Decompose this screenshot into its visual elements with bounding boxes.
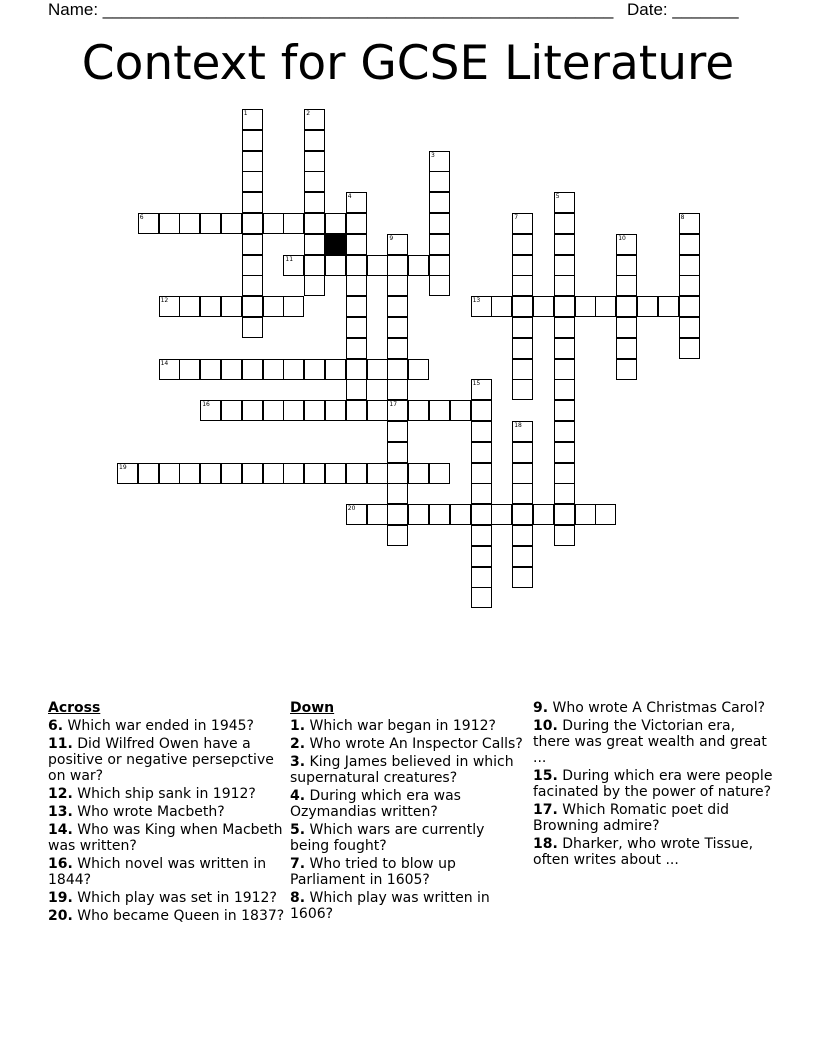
clue-item (48, 786, 288, 802)
crossword-cell[interactable] (283, 463, 304, 484)
crossword-cell[interactable] (679, 275, 700, 296)
crossword-cell[interactable] (554, 213, 575, 234)
crossword-cell[interactable] (263, 400, 284, 421)
crossword-cell[interactable] (346, 234, 367, 255)
crossword-cell[interactable] (429, 400, 450, 421)
crossword-cell[interactable] (304, 255, 325, 276)
crossword-cell[interactable] (616, 255, 637, 276)
crossword-cell[interactable] (325, 359, 346, 380)
crossword-cell[interactable] (346, 379, 367, 400)
clue-item (48, 822, 288, 854)
crossword-cell[interactable] (471, 504, 492, 525)
crossword-cell[interactable] (242, 359, 263, 380)
crossword-cell[interactable] (346, 504, 367, 525)
crossword-cell[interactable] (325, 463, 346, 484)
clue-number-label: 17 (389, 401, 398, 409)
crossword-cell[interactable] (367, 400, 388, 421)
clue-number: 15. (533, 768, 558, 784)
crossword-cell[interactable] (200, 213, 221, 234)
clue-number: 6. (48, 718, 64, 734)
crossword-cell[interactable] (242, 192, 263, 213)
clue-item (533, 718, 773, 766)
clue-number-label: 9 (389, 234, 394, 242)
crossword-cell[interactable] (387, 525, 408, 546)
crossword-cell[interactable] (159, 359, 180, 380)
crossword-cell[interactable] (304, 171, 325, 192)
crossword-cell[interactable] (367, 463, 388, 484)
crossword-cell[interactable] (263, 213, 284, 234)
crossword-cell[interactable] (512, 296, 533, 317)
crossword-cell[interactable] (408, 463, 429, 484)
crossword-cell[interactable] (283, 255, 304, 276)
crossword-cell[interactable] (408, 400, 429, 421)
clue-item (290, 718, 528, 734)
crossword-cell[interactable] (387, 338, 408, 359)
clue-number: 5. (290, 822, 306, 838)
crossword-cell[interactable] (242, 255, 263, 276)
clue-text: Which Romatic poet did Browning admire? (533, 802, 729, 834)
clue-text: Which wars are currently being fought? (290, 822, 485, 854)
date-field-label: Date: _______ (627, 0, 739, 19)
crossword-cell[interactable] (554, 525, 575, 546)
crossword-cell[interactable] (471, 463, 492, 484)
clue-text: Who wrote A Christmas Carol? (548, 700, 766, 716)
crossword-cell[interactable] (387, 483, 408, 504)
crossword-cell[interactable] (512, 338, 533, 359)
crossword-cell[interactable] (429, 171, 450, 192)
clue-item (290, 822, 528, 854)
crossword-cell[interactable] (387, 463, 408, 484)
crossword-cell[interactable] (242, 463, 263, 484)
crossword-cell[interactable] (554, 338, 575, 359)
across-heading: Across (48, 700, 101, 716)
crossword-cell[interactable] (304, 213, 325, 234)
crossword-cell[interactable] (429, 234, 450, 255)
crossword-cell[interactable] (575, 296, 596, 317)
clue-text: Which novel was written in 1844? (48, 856, 267, 888)
clue-item (533, 768, 773, 800)
crossword-cell[interactable] (429, 275, 450, 296)
crossword-cell[interactable] (346, 338, 367, 359)
crossword-cell[interactable] (512, 359, 533, 380)
crossword-cell[interactable] (367, 255, 388, 276)
crossword-cell[interactable] (221, 400, 242, 421)
clue-number: 18. (533, 836, 558, 852)
crossword-cell[interactable] (179, 213, 200, 234)
crossword-cell[interactable] (512, 546, 533, 567)
crossword-cell[interactable] (283, 400, 304, 421)
crossword-cell[interactable] (387, 275, 408, 296)
clue-text: During which era were people facinated by the power of nature? (533, 768, 773, 800)
crossword-cell[interactable] (221, 296, 242, 317)
clue-number-label: 20 (347, 505, 356, 513)
crossword-cell[interactable] (325, 400, 346, 421)
crossword-cell[interactable] (325, 255, 346, 276)
crossword-cell[interactable] (471, 567, 492, 588)
clue-number: 1. (290, 718, 306, 734)
clue-number: 9. (533, 700, 549, 716)
crossword-cell[interactable] (179, 296, 200, 317)
crossword-cell[interactable] (387, 379, 408, 400)
crossword-cell[interactable] (242, 109, 263, 130)
crossword-cell[interactable] (346, 192, 367, 213)
crossword-cell[interactable] (616, 338, 637, 359)
crossword-cell[interactable] (471, 400, 492, 421)
crossword-cell[interactable] (679, 317, 700, 338)
clue-text: Who tried to blow up Parliament in 1605? (290, 856, 456, 888)
crossword-cell[interactable] (304, 275, 325, 296)
crossword-cell[interactable] (471, 546, 492, 567)
clue-number-label: 19 (119, 463, 127, 471)
crossword-cell[interactable] (533, 504, 554, 525)
crossword-cell[interactable] (304, 234, 325, 255)
clue-number-label: 6 (139, 214, 144, 221)
clue-number: 13. (48, 804, 73, 820)
clue-text: During the Victorian era, there was great wealth and great ... (533, 718, 767, 766)
clue-number: 12. (48, 786, 73, 802)
crossword-cell[interactable] (554, 504, 575, 525)
crossword-cell[interactable] (159, 296, 180, 317)
clue-text: Who was King when Macbeth was written? (48, 822, 283, 854)
clue-number-label: 5 (555, 193, 560, 201)
down-clues (290, 700, 528, 924)
crossword-cell[interactable] (138, 463, 159, 484)
crossword-cell[interactable] (242, 296, 263, 317)
crossword-cell[interactable] (533, 296, 554, 317)
clue-item (48, 718, 288, 734)
crossword-cell[interactable] (325, 213, 346, 234)
clue-number: 17. (533, 802, 558, 818)
crossword-cell[interactable] (679, 338, 700, 359)
clue-text: Who became Queen in 1837? (72, 908, 285, 924)
clue-number-label: 13 (472, 297, 481, 305)
crossword-cell[interactable] (408, 359, 429, 380)
crossword-cell[interactable] (387, 504, 408, 525)
crossword-cell[interactable] (512, 255, 533, 276)
crossword-cell[interactable] (595, 504, 616, 525)
crossword-cell[interactable] (304, 192, 325, 213)
crossword-cell[interactable] (387, 296, 408, 317)
clue-number-label: 2 (306, 110, 311, 117)
down-heading: Down (290, 700, 335, 716)
crossword-cell[interactable] (117, 463, 138, 484)
crossword-cell[interactable] (221, 359, 242, 380)
clue-number-label: 3 (431, 151, 435, 159)
crossword-cell[interactable] (263, 463, 284, 484)
crossword-cell[interactable] (512, 504, 533, 525)
clue-item (533, 802, 773, 834)
clue-number-label: 11 (285, 255, 294, 263)
crossword-cell[interactable] (283, 296, 304, 317)
crossword-cell[interactable] (512, 463, 533, 484)
clue-number-label: 12 (160, 297, 169, 305)
crossword-cell[interactable] (346, 400, 367, 421)
clue-number-label: 1 (243, 110, 248, 117)
clue-number-label: 15 (472, 380, 481, 388)
crossword-cell[interactable] (346, 359, 367, 380)
clue-item (290, 788, 528, 820)
crossword-cell[interactable] (387, 442, 408, 463)
clue-number-label: 18 (514, 422, 522, 429)
crossword-cell[interactable] (179, 359, 200, 380)
crossword-cell[interactable] (263, 296, 284, 317)
crossword-cell[interactable] (616, 234, 637, 255)
clue-text: Did Wilfred Owen have a positive or negative persepctive on war? (48, 736, 274, 784)
across-clues (48, 700, 288, 926)
clue-text: Which war ended in 1945? (63, 718, 254, 734)
crossword-cell[interactable] (554, 317, 575, 338)
clue-item (48, 736, 288, 784)
clue-text: Which play was written in 1606? (290, 890, 490, 922)
crossword-cell[interactable] (679, 296, 700, 317)
clue-text: Who wrote Macbeth? (72, 804, 225, 820)
crossword-cell[interactable] (616, 296, 637, 317)
crossword-cell[interactable] (679, 234, 700, 255)
crossword-cell[interactable] (159, 463, 180, 484)
crossword-cell[interactable] (242, 171, 263, 192)
crossword-cell[interactable] (554, 483, 575, 504)
clue-text: Dharker, who wrote Tissue, often writes about ... (533, 836, 754, 868)
crossword-cell[interactable] (679, 213, 700, 234)
crossword-cell[interactable] (471, 421, 492, 442)
crossword-cell[interactable] (679, 255, 700, 276)
crossword-cell[interactable] (512, 442, 533, 463)
crossword-cell[interactable] (387, 255, 408, 276)
shaded-cell (325, 234, 346, 255)
crossword-cell[interactable] (512, 525, 533, 546)
crossword-cell[interactable] (242, 213, 263, 234)
crossword-cell[interactable] (512, 234, 533, 255)
crossword-cell[interactable] (616, 317, 637, 338)
crossword-cell[interactable] (387, 317, 408, 338)
crossword-cell[interactable] (346, 317, 367, 338)
clue-number: 14. (48, 822, 73, 838)
clue-number-label: 16 (202, 401, 210, 409)
clue-number: 11. (48, 736, 73, 752)
crossword-cell[interactable] (387, 359, 408, 380)
crossword-cell[interactable] (471, 587, 492, 608)
crossword-cell[interactable] (554, 234, 575, 255)
crossword-cell[interactable] (242, 317, 263, 338)
clue-text: Which play was set in 1912? (72, 890, 277, 906)
crossword-cell[interactable] (159, 213, 180, 234)
crossword-cell[interactable] (221, 213, 242, 234)
clue-number-label: 4 (347, 193, 352, 201)
clue-number: 8. (290, 890, 306, 906)
crossword-cell[interactable] (512, 275, 533, 296)
crossword-cell[interactable] (429, 463, 450, 484)
crossword-cell[interactable] (429, 151, 450, 172)
crossword-cell[interactable] (637, 296, 658, 317)
crossword-cell[interactable] (304, 109, 325, 130)
crossword-cell[interactable] (491, 296, 512, 317)
crossword-cell[interactable] (429, 192, 450, 213)
crossword-cell[interactable] (304, 151, 325, 172)
clue-text: Who wrote An Inspector Calls? (305, 736, 523, 752)
crossword-cell[interactable] (283, 359, 304, 380)
clue-item (48, 804, 288, 820)
clue-number: 16. (48, 856, 73, 872)
crossword-cell[interactable] (512, 379, 533, 400)
crossword-cell[interactable] (304, 463, 325, 484)
crossword-cell[interactable] (346, 463, 367, 484)
crossword-cell[interactable] (283, 213, 304, 234)
clue-text: King James believed in which supernatural creatures? (290, 754, 514, 786)
clue-text: During which era was Ozymandias written? (290, 788, 461, 820)
crossword-cell[interactable] (346, 296, 367, 317)
crossword-cell[interactable] (408, 504, 429, 525)
crossword-cell[interactable] (242, 234, 263, 255)
crossword-cell[interactable] (554, 421, 575, 442)
crossword-cell[interactable] (200, 359, 221, 380)
clue-number: 7. (290, 856, 306, 872)
clue-item (533, 700, 773, 716)
clue-item (290, 890, 528, 922)
clue-item (48, 890, 288, 906)
crossword-cell[interactable] (658, 296, 679, 317)
crossword-cell[interactable] (450, 400, 471, 421)
crossword-cell[interactable] (595, 296, 616, 317)
crossword-cell[interactable] (242, 275, 263, 296)
clue-number-label: 7 (514, 214, 519, 221)
clue-number: 20. (48, 908, 73, 924)
crossword-cell[interactable] (554, 442, 575, 463)
clue-item (290, 856, 528, 888)
crossword-cell[interactable] (554, 400, 575, 421)
crossword-cell[interactable] (575, 504, 596, 525)
crossword-cell[interactable] (491, 504, 512, 525)
clue-item (290, 736, 528, 752)
crossword-cell[interactable] (304, 359, 325, 380)
crossword-cell[interactable] (304, 130, 325, 151)
crossword-cell[interactable] (554, 192, 575, 213)
crossword-cell[interactable] (242, 151, 263, 172)
clue-item (533, 836, 773, 868)
crossword-cell[interactable] (179, 463, 200, 484)
clue-number: 4. (290, 788, 306, 804)
crossword-cell[interactable] (221, 463, 242, 484)
crossword-cell[interactable] (512, 567, 533, 588)
crossword-cell[interactable] (471, 379, 492, 400)
crossword-cell[interactable] (450, 504, 471, 525)
crossword-cell[interactable] (554, 463, 575, 484)
clue-number: 19. (48, 890, 73, 906)
crossword-cell[interactable] (554, 359, 575, 380)
crossword-cell[interactable] (554, 379, 575, 400)
crossword-cell[interactable] (471, 483, 492, 504)
crossword-cell[interactable] (429, 255, 450, 276)
crossword-cell[interactable] (387, 400, 408, 421)
clue-number-label: 10 (618, 234, 626, 242)
crossword-cell[interactable] (554, 255, 575, 276)
crossword-cell[interactable] (554, 275, 575, 296)
crossword-cell[interactable] (367, 504, 388, 525)
crossword-cell[interactable] (471, 525, 492, 546)
crossword-cell[interactable] (471, 296, 492, 317)
clue-number: 10. (533, 718, 558, 734)
crossword-cell[interactable] (200, 400, 221, 421)
crossword-cell[interactable] (242, 400, 263, 421)
clue-item (290, 754, 528, 786)
crossword-cell[interactable] (346, 255, 367, 276)
crossword-cell[interactable] (554, 296, 575, 317)
clue-text: Which ship sank in 1912? (72, 786, 256, 802)
clue-number-label: 14 (160, 359, 169, 367)
crossword-cell[interactable] (471, 442, 492, 463)
crossword-cell[interactable] (512, 317, 533, 338)
crossword-cell[interactable] (387, 234, 408, 255)
clue-item (48, 856, 288, 888)
crossword-cell[interactable] (387, 421, 408, 442)
crossword-cell[interactable] (263, 359, 284, 380)
crossword-cell[interactable] (242, 130, 263, 151)
crossword-cell[interactable] (138, 213, 159, 234)
crossword-cell[interactable] (200, 296, 221, 317)
crossword-cell[interactable] (512, 421, 533, 442)
crossword-cell[interactable] (616, 275, 637, 296)
down-clues-continued (533, 700, 773, 870)
clue-number: 3. (290, 754, 306, 770)
clue-text: Which war began in 1912? (305, 718, 496, 734)
crossword-cell[interactable] (367, 359, 388, 380)
crossword-cell[interactable] (429, 213, 450, 234)
crossword-cell[interactable] (616, 359, 637, 380)
crossword-cell[interactable] (512, 213, 533, 234)
clue-number-label: 8 (680, 214, 685, 221)
crossword-cell[interactable] (346, 275, 367, 296)
crossword-cell[interactable] (200, 463, 221, 484)
crossword-cell[interactable] (346, 213, 367, 234)
crossword-cell[interactable] (304, 400, 325, 421)
crossword-cell[interactable] (512, 483, 533, 504)
clue-item (48, 908, 288, 924)
crossword-cell[interactable] (429, 504, 450, 525)
name-field-label: Name: ______________________________________________________ (48, 0, 614, 19)
page-title: Context for GCSE Literature (81, 36, 735, 91)
clue-number: 2. (290, 736, 306, 752)
crossword-cell[interactable] (408, 255, 429, 276)
